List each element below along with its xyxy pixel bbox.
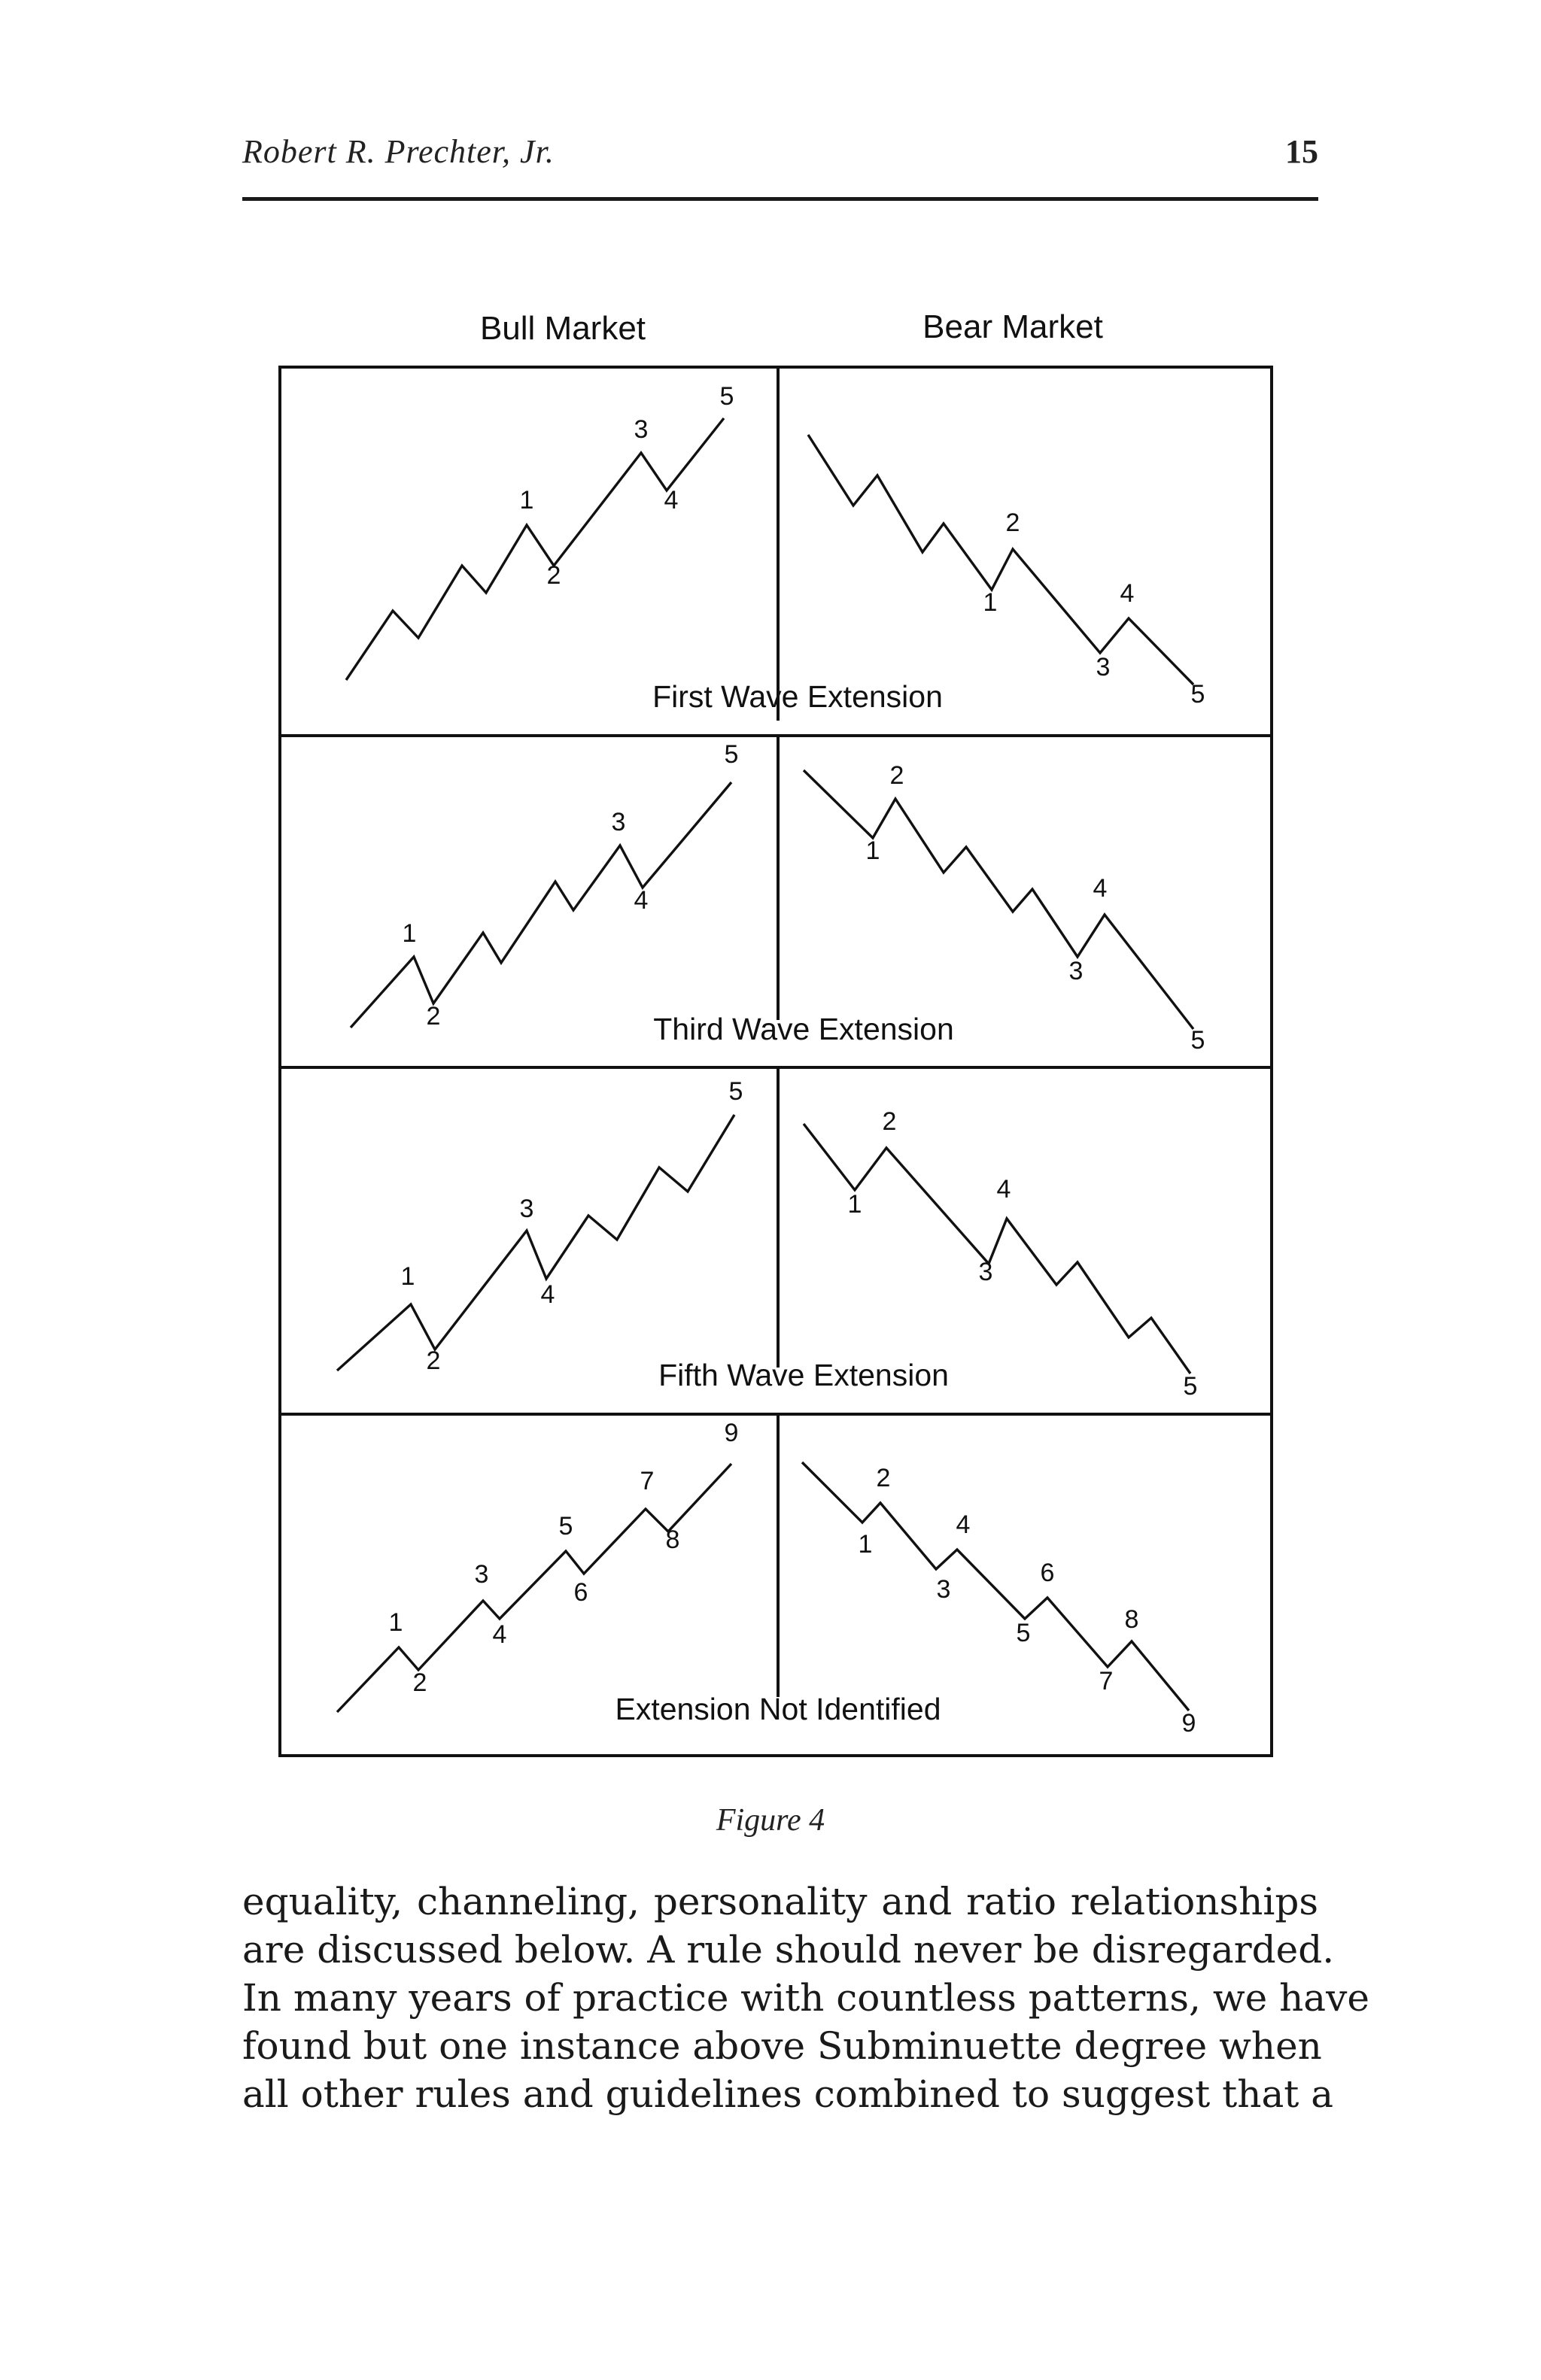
bear-wave-label: 4 (1093, 874, 1108, 903)
bull-wave-label: 1 (519, 486, 534, 515)
bear-wave-label: 1 (983, 588, 998, 617)
bear-wave-label: 5 (1190, 1026, 1205, 1055)
bull-wave-label: 3 (634, 415, 649, 444)
row-caption: Fifth Wave Extension (658, 1358, 949, 1392)
bear-wave-label: 1 (847, 1190, 862, 1219)
bull-wave-label: 4 (664, 486, 679, 515)
bull-wave-label: 2 (546, 561, 561, 590)
bear-wave-label: 3 (1096, 653, 1111, 682)
bull-wave-label: 5 (724, 740, 739, 769)
bull-wave-label: 4 (540, 1280, 555, 1309)
bull-wave-label: 4 (492, 1620, 507, 1649)
figure-caption: Figure 4 (716, 1803, 825, 1838)
bear-wave-label: 2 (876, 1464, 891, 1492)
bull-wave-label: 2 (426, 1346, 441, 1375)
bear-wave-label: 1 (865, 836, 880, 865)
bear-wave-label: 2 (882, 1107, 897, 1136)
bull-wave-label: 6 (573, 1578, 588, 1607)
body-line: are discussed below. A rule should never be disregarded. (242, 1928, 1335, 1972)
bull-wave-label: 5 (558, 1512, 573, 1541)
bear-wave-label: 3 (936, 1575, 951, 1604)
bull-wave-label: 1 (402, 919, 417, 948)
bear-wave-label: 6 (1040, 1559, 1055, 1587)
bear-wave-label: 4 (956, 1510, 971, 1539)
bear-wave-label: 7 (1099, 1667, 1114, 1695)
row-caption: First Wave Extension (652, 679, 943, 714)
page-number: 15 (1285, 133, 1318, 170)
bear-market-title: Bear Market (922, 308, 1103, 345)
bull-wave-line (346, 418, 724, 680)
bear-wave-label: 3 (978, 1258, 993, 1286)
row-caption: Extension Not Identified (615, 1692, 941, 1726)
bull-wave-label: 5 (728, 1077, 743, 1106)
bull-wave-line (337, 1115, 734, 1371)
bull-wave-label: 1 (400, 1262, 415, 1291)
bear-wave-line (804, 1124, 1190, 1374)
bull-wave-label: 3 (519, 1195, 534, 1223)
body-paragraph (242, 1878, 1369, 2118)
bull-wave-label: 5 (719, 382, 734, 411)
bull-wave-label: 7 (640, 1467, 655, 1495)
bull-wave-label: 2 (412, 1668, 427, 1697)
figure-border (280, 367, 1272, 1756)
body-line: found but one instance above Subminuette degree when (242, 2024, 1322, 2068)
bear-wave-label: 1 (858, 1530, 873, 1559)
bear-wave-label: 9 (1181, 1709, 1196, 1738)
running-header-author: Robert R. Prechter, Jr. (242, 133, 555, 170)
row-caption: Third Wave Extension (653, 1012, 954, 1046)
bull-wave-label: 2 (426, 1002, 441, 1031)
bear-wave-label: 5 (1183, 1372, 1198, 1401)
body-line: equality, channeling, personality and ratio relationships (242, 1880, 1318, 1923)
bear-wave-label: 2 (889, 761, 904, 790)
figure-frame (280, 367, 1272, 1756)
bull-market-title: Bull Market (479, 310, 646, 347)
bear-wave-label: 2 (1005, 508, 1020, 537)
body-line: all other rules and guidelines combined to suggest that a (242, 2072, 1334, 2116)
bull-wave-line (337, 1464, 731, 1712)
bull-wave-label: 3 (474, 1560, 489, 1589)
bear-wave-label: 4 (996, 1175, 1011, 1204)
bear-wave-label: 8 (1124, 1605, 1139, 1634)
bear-wave-line (804, 770, 1193, 1029)
wave-paths (337, 418, 1193, 1712)
row-captions (615, 679, 953, 1726)
body-line: In many years of practice with countless patterns, we have (242, 1976, 1369, 2020)
bear-wave-line (808, 435, 1193, 685)
bear-wave-label: 3 (1068, 957, 1084, 985)
bull-wave-label: 9 (724, 1419, 739, 1447)
bull-wave-label: 8 (665, 1525, 680, 1554)
bull-wave-label: 1 (388, 1608, 403, 1637)
bear-wave-line (802, 1462, 1189, 1711)
bear-wave-label: 5 (1016, 1619, 1031, 1647)
bear-wave-label: 5 (1190, 680, 1205, 709)
bull-wave-line (351, 782, 731, 1028)
wave-labels (389, 382, 1205, 1738)
bull-wave-label: 4 (634, 886, 649, 915)
bear-wave-label: 4 (1120, 579, 1135, 608)
bull-wave-label: 3 (611, 808, 626, 836)
